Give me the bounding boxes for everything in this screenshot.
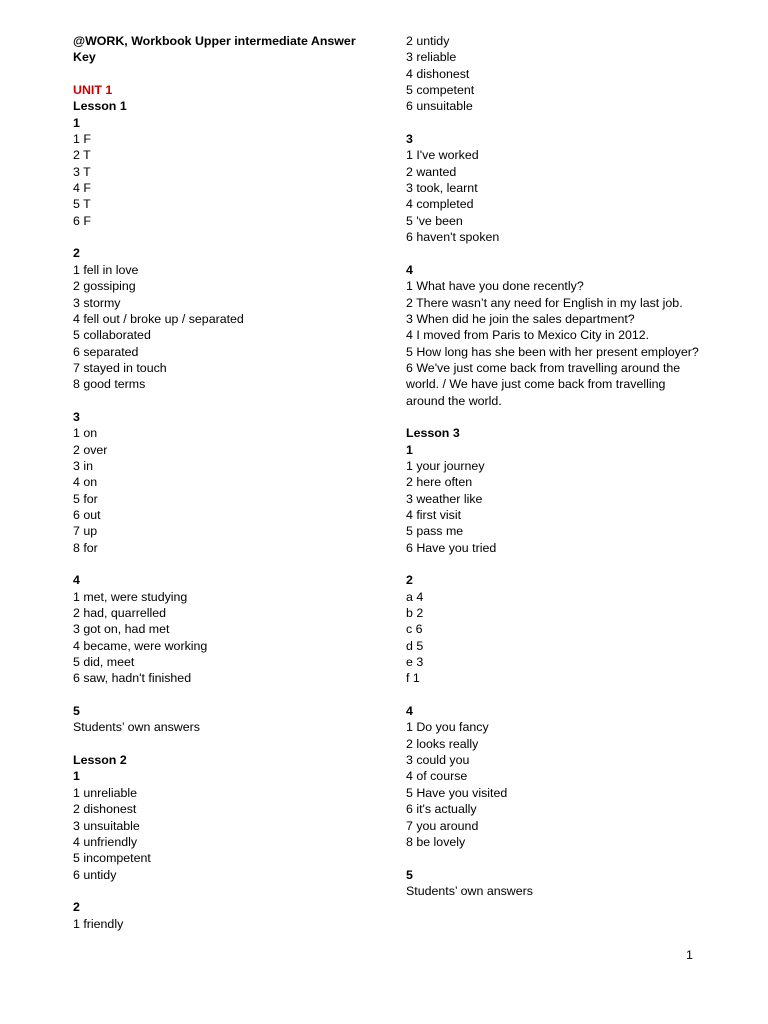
answer-item: 7 stayed in touch xyxy=(73,360,167,375)
answer-item: 3 took, learnt xyxy=(406,181,478,196)
answer-item: 4 first visit xyxy=(406,507,462,522)
exercise-number: 2 xyxy=(73,900,80,915)
spacer xyxy=(73,736,373,752)
answer-item: e 3 xyxy=(406,655,424,670)
answer-item: 5 pass me xyxy=(406,524,464,539)
answer-item: 3 T xyxy=(73,164,91,179)
unit-heading: UNIT 1 xyxy=(73,83,113,98)
answer-item: 2 looks really xyxy=(406,736,479,751)
answer-item: 2 untidy xyxy=(406,34,450,48)
answer-item: 2 over xyxy=(73,442,108,457)
answer-item: 4 unfriendly xyxy=(73,834,138,849)
answer-item: 1 I've worked xyxy=(406,148,479,163)
exercise-number: 1 xyxy=(73,769,80,784)
answer-item: 2 There wasn’t any need for English in my last job. xyxy=(406,295,683,310)
right-column xyxy=(406,33,706,899)
exercise-number: 2 xyxy=(73,246,80,261)
spacer xyxy=(73,229,373,245)
answer-item: 3 weather like xyxy=(406,491,483,506)
answer-item: 2 here often xyxy=(406,475,473,490)
answer-item: 7 up xyxy=(73,524,98,539)
lesson-heading: Lesson 3 xyxy=(406,426,460,441)
spacer xyxy=(73,556,373,572)
spacer xyxy=(73,883,373,899)
answer-item: 1 What have you done recently? xyxy=(406,279,584,294)
answer-item: Students’ own answers xyxy=(73,720,200,735)
answer-item: 5 competent xyxy=(406,83,475,98)
answer-item: 1 friendly xyxy=(73,916,124,931)
answer-item: 6 saw, hadn't finished xyxy=(73,671,192,686)
answer-item: c 6 xyxy=(406,622,423,637)
answer-item: f 1 xyxy=(406,671,420,686)
answer-item: 4 dishonest xyxy=(406,66,470,81)
answer-item: 6 out xyxy=(73,507,101,522)
spacer xyxy=(406,850,706,866)
answer-item: d 5 xyxy=(406,638,424,653)
answer-item: 2 had, quarrelled xyxy=(73,606,166,621)
answer-item: 4 of course xyxy=(406,769,468,784)
spacer xyxy=(406,409,706,425)
exercise-number: 3 xyxy=(73,409,80,424)
answer-item: 4 F xyxy=(73,181,91,196)
answer-item: 1 met, were studying xyxy=(73,589,188,604)
answer-item: 5 incompetent xyxy=(73,851,151,866)
answer-item: 8 be lovely xyxy=(406,834,466,849)
answer-item: 4 I moved from Paris to Mexico City in 2012. xyxy=(406,328,650,343)
exercise-number: 5 xyxy=(73,704,80,719)
answer-item: b 2 xyxy=(406,606,424,621)
answer-item: 3 stormy xyxy=(73,295,121,310)
exercise-number: 4 xyxy=(406,262,413,277)
answer-item: 5 've been xyxy=(406,213,463,228)
lesson-heading: Lesson 1 xyxy=(73,99,127,114)
exercise-number: 3 xyxy=(406,132,413,147)
answer-item: 6 F xyxy=(73,213,91,228)
answer-item: 6 haven't spoken xyxy=(406,230,500,245)
answer-item: 6 Have you tried xyxy=(406,540,497,555)
answer-item: 7 you around xyxy=(406,818,479,833)
exercise-number: 5 xyxy=(406,867,413,882)
exercise-number: 4 xyxy=(406,704,413,719)
document-title: @WORK, Workbook Upper intermediate Answer Key xyxy=(73,34,356,65)
answer-item: 4 became, were working xyxy=(73,638,208,653)
exercise-number: 1 xyxy=(73,115,80,130)
answer-item: a 4 xyxy=(406,589,424,604)
answer-item: 5 did, meet xyxy=(73,655,135,670)
answer-item: 3 in xyxy=(73,458,93,473)
answer-item: Students’ own answers xyxy=(406,883,533,898)
spacer xyxy=(406,687,706,703)
answer-item: 2 gossiping xyxy=(73,279,136,294)
exercise-number: 2 xyxy=(406,573,413,588)
spacer xyxy=(406,556,706,572)
answer-item: 2 T xyxy=(73,148,91,163)
answer-item: 6 unsuitable xyxy=(406,99,473,114)
spacer xyxy=(73,687,373,703)
answer-item: 1 your journey xyxy=(406,458,485,473)
answer-item: 1 fell in love xyxy=(73,262,139,277)
answer-item: 5 for xyxy=(73,491,98,506)
answer-item: 3 When did he join the sales department? xyxy=(406,311,635,326)
answer-item: 3 unsuitable xyxy=(73,818,140,833)
answer-item: 3 could you xyxy=(406,753,470,768)
answer-item: 6 We've just come back from travelling around the world. / We have just come back from travelling around the world. xyxy=(406,360,681,408)
answer-item: 4 on xyxy=(73,475,98,490)
spacer xyxy=(73,393,373,409)
answer-item: 1 on xyxy=(73,426,98,441)
answer-item: 1 unreliable xyxy=(73,785,138,800)
left-column xyxy=(73,33,373,932)
answer-item: 5 Have you visited xyxy=(406,785,508,800)
answer-item: 5 T xyxy=(73,197,91,212)
answer-item: 1 Do you fancy xyxy=(406,720,489,735)
answer-item: 6 it's actually xyxy=(406,802,477,817)
answer-item: 1 F xyxy=(73,132,91,147)
page-number: 1 xyxy=(686,948,693,962)
answer-item: 5 How long has she been with her present employer? xyxy=(406,344,699,359)
lesson-heading: Lesson 2 xyxy=(73,753,127,768)
exercise-number: 4 xyxy=(73,573,80,588)
answer-item: 5 collaborated xyxy=(73,328,151,343)
answer-item: 4 fell out / broke up / separated xyxy=(73,311,244,326)
answer-item: 8 for xyxy=(73,540,98,555)
answer-item: 4 completed xyxy=(406,197,474,212)
answer-item: 2 dishonest xyxy=(73,802,137,817)
answer-item: 8 good terms xyxy=(73,377,146,392)
spacer xyxy=(406,245,706,261)
exercise-number: 1 xyxy=(406,442,413,457)
spacer xyxy=(406,115,706,131)
answer-item: 6 separated xyxy=(73,344,139,359)
answer-item: 3 reliable xyxy=(406,50,457,65)
answer-item: 3 got on, had met xyxy=(73,622,170,637)
spacer xyxy=(73,66,373,82)
answer-item: 2 wanted xyxy=(406,164,457,179)
answer-item: 6 untidy xyxy=(73,867,117,882)
